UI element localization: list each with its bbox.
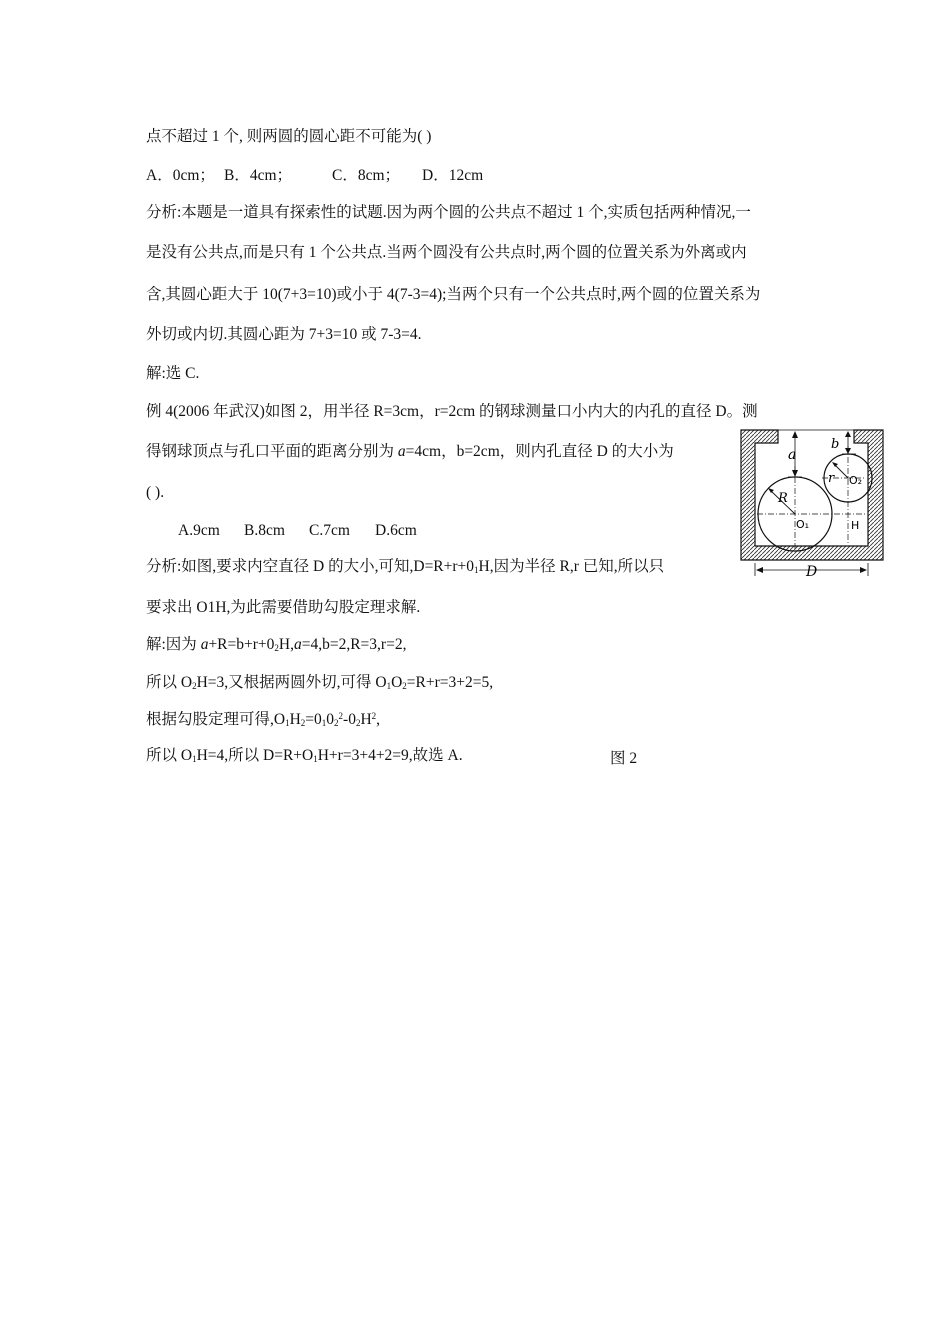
q4-solution-line-4: 所以 $O_1H=4$,所以 $D=R+O_1H+r=3+4+2=9$,故选 A. bbox=[146, 747, 463, 764]
q3-option-d: D．12cm bbox=[422, 167, 484, 184]
q4-analysis-text: H,因为半径 R,r 已知,所以只 bbox=[478, 558, 665, 575]
figure-steel-balls-in-hole bbox=[738, 426, 888, 578]
q4-solution-text: +R=b+r+0 bbox=[208, 636, 275, 653]
q4-analysis-line-2: 要求出 O1H,为此需要借助勾股定理求解. bbox=[146, 599, 421, 616]
radius-r-line bbox=[834, 464, 848, 478]
label-D: D bbox=[806, 564, 818, 578]
radius-r-arrow bbox=[832, 462, 838, 467]
q4-solution-text: 所以 O bbox=[146, 747, 193, 764]
figure-caption: 图 2 bbox=[610, 750, 638, 767]
q3-analysis-line: 含,其圆心距大于 10(7+3=10)或小于 4(7-3=4);当两个只有一个公共点时,两个圆的位置关系为 bbox=[146, 286, 761, 303]
q3-stem: 点不超过 1 个, 则两圆的圆心距不可能为( ) bbox=[146, 128, 432, 145]
q4-stem-line-3: ( ). bbox=[146, 484, 165, 501]
q3-option-c: C．8cm； bbox=[332, 167, 401, 184]
q4-stem-line-1: 例 4(2006 年武汉)如图 2，用半径 R=3cm，r=2cm 的钢球测量口小内大的内孔的直径 D。测 bbox=[146, 403, 758, 420]
q3-option-b: B．4cm； bbox=[224, 167, 293, 184]
q4-stem-text: =4cm，b=2cm，则内孔直径 D 的大小为 bbox=[405, 443, 674, 460]
q4-solution-text: H=4,所以 D=R+O bbox=[196, 747, 314, 764]
label-O2: O₂ bbox=[849, 474, 863, 487]
dim-a-arrow-bottom bbox=[792, 470, 798, 477]
q4-solution-line-3: 根据勾股定理可得$,O_1H_2=0_10_2^2-0_2H^2$, bbox=[146, 711, 381, 728]
dim-b-arrow-top bbox=[845, 431, 851, 437]
label-a: a bbox=[788, 447, 797, 463]
dim-D-arrow-right bbox=[860, 567, 867, 573]
q4-options bbox=[178, 521, 417, 541]
dim-b-arrow-bottom bbox=[845, 448, 851, 454]
q4-stem-line-2 bbox=[146, 442, 674, 462]
label-r: r bbox=[828, 471, 835, 486]
hole-wall bbox=[741, 430, 883, 560]
label-b: b bbox=[831, 437, 840, 452]
q4-solution-text: H+r=3+4+2=9,故选 A. bbox=[317, 747, 463, 764]
dim-D-arrow-left bbox=[756, 567, 763, 573]
q4-stem-text: 得钢球顶点与孔口平面的距离分别为 bbox=[146, 443, 398, 460]
q4-option-a: A.9cm bbox=[178, 522, 220, 539]
q4-var-a: a bbox=[293, 636, 302, 653]
q4-solution-text: H, bbox=[278, 636, 294, 653]
q4-solution-text: H=3,又根据两圆外切,可得 O bbox=[196, 674, 387, 691]
q4-solution-line-2: 所以 $O_2H=3$,又根据两圆外切,可得 $O_1O_2=R+r=3+2=5$, bbox=[146, 674, 494, 691]
q4-solution-text: 所以 O bbox=[146, 674, 193, 691]
q4-option-c: C.7cm bbox=[309, 522, 350, 539]
label-R: R bbox=[778, 491, 788, 506]
q4-solution-text: =4,b=2,R=3,r=2, bbox=[301, 636, 407, 653]
q3-analysis-line: 外切或内切.其圆心距为 7+3=10 或 7-3=4. bbox=[146, 326, 422, 343]
q4-solution-text: 根据勾股定理可得,O bbox=[146, 711, 286, 728]
q4-option-d: D.6cm bbox=[375, 522, 417, 539]
q4-solution-text: =R+r=3+2=5, bbox=[406, 674, 494, 691]
radius-R-arrow bbox=[768, 488, 774, 493]
label-H: H bbox=[851, 519, 860, 532]
dim-a-arrow-top bbox=[792, 431, 798, 438]
q4-solution-line-1: 解:因为 $a+R=b+r+0_2H,a=4,b=2,R=3,r=2$, bbox=[146, 636, 407, 653]
q3-options bbox=[146, 166, 483, 186]
q4-analysis-line-1: 分析:如图,要求内空直径 D 的大小,可知$,D=R+r+0_1H$,因为半径 R,r 已知,所以只 bbox=[146, 558, 665, 575]
q3-analysis-line: 分析:本题是一道具有探索性的试题.因为两个圆的公共点不超过 1 个,实质包括两种情况,一 bbox=[146, 204, 751, 221]
q4-solution-text: 解:因为 bbox=[146, 636, 201, 653]
q4-option-b: B.8cm bbox=[244, 522, 285, 539]
q4-analysis-text: 分析:如图,要求内空直径 D 的大小,可知,D=R+r+0 bbox=[146, 558, 475, 575]
q3-answer: 解:选 C. bbox=[146, 365, 200, 382]
q4-var-a: a bbox=[200, 636, 209, 653]
q3-analysis-line: 是没有公共点,而是只有 1 个公共点.当两个圆没有公共点时,两个圆的位置关系为外离或内 bbox=[146, 244, 747, 261]
q4-var-a: a bbox=[397, 443, 406, 460]
q3-option-a: A．0cm； bbox=[146, 167, 215, 184]
label-O1: O₁ bbox=[796, 518, 810, 531]
